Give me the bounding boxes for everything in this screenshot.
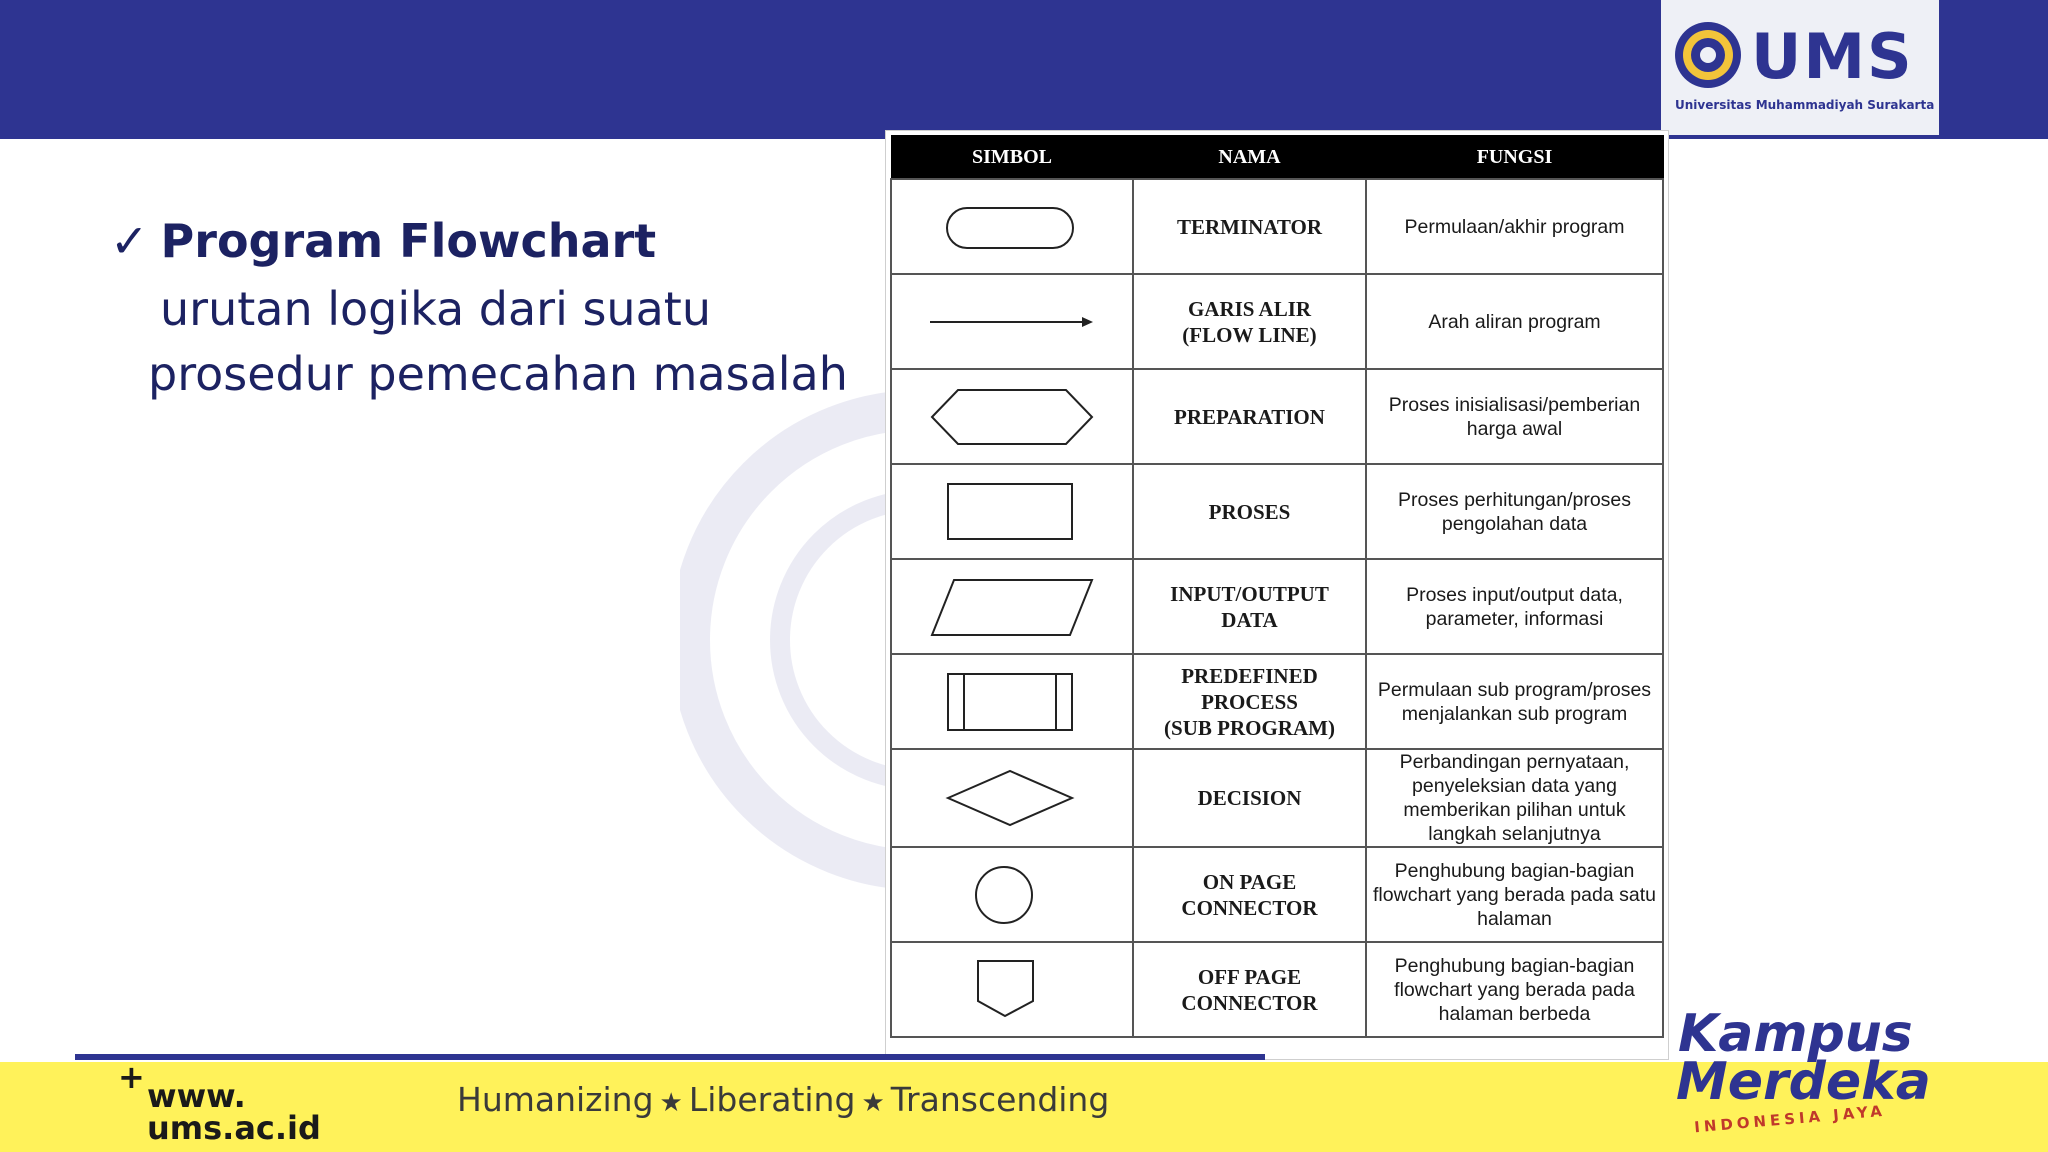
arrow-icon xyxy=(892,277,1132,367)
table-row xyxy=(891,464,1663,559)
tagline-liberating: Liberating xyxy=(688,1080,856,1119)
description-line-2: prosedur pemecahan masalah xyxy=(148,347,848,401)
symbol-cell xyxy=(891,654,1133,749)
nama-cell: TERMINATOR xyxy=(1133,179,1366,274)
table-row xyxy=(891,369,1663,464)
table-row xyxy=(891,179,1663,274)
nama-cell: PREDEFINED PROCESS (SUB PROGRAM) xyxy=(1133,654,1366,749)
fungsi-cell: Arah aliran program xyxy=(1366,274,1663,369)
symbol-cell xyxy=(891,559,1133,654)
predefined-process-icon xyxy=(892,657,1132,747)
symbol-cell xyxy=(891,464,1133,559)
ums-seal-icon xyxy=(1673,20,1743,90)
symbol-cell xyxy=(891,179,1133,274)
table-row xyxy=(891,654,1663,749)
diamond-icon xyxy=(892,753,1132,843)
symbol-cell xyxy=(891,369,1133,464)
plus-icon: + xyxy=(118,1058,145,1096)
rectangle-icon xyxy=(892,467,1132,557)
star-icon: ★ xyxy=(659,1088,683,1118)
table-row xyxy=(891,559,1663,654)
table-header-row xyxy=(891,136,1663,180)
nama-cell: OFF PAGE CONNECTOR xyxy=(1133,942,1366,1037)
fungsi-cell: Proses inisialisasi/pemberian harga awal xyxy=(1366,369,1663,464)
terminator-icon xyxy=(892,182,1132,272)
logo-text: UMS xyxy=(1751,20,1914,93)
column-header-fungsi: FUNGSI xyxy=(1366,136,1663,180)
table-row xyxy=(891,942,1663,1037)
symbol-cell xyxy=(891,847,1133,942)
tagline xyxy=(457,1080,1109,1119)
fungsi-cell: Perbandingan pernyataan, penyeleksian data yang memberikan pilihan untuk langkah selanjutnya xyxy=(1366,749,1663,847)
kampus-merdeka-logo[interactable] xyxy=(1676,1004,1931,1137)
check-icon: ✓ xyxy=(110,214,149,268)
table-row xyxy=(891,749,1663,847)
circle-icon xyxy=(892,850,1132,940)
description-line-1: urutan logika dari suatu xyxy=(160,282,711,336)
nama-cell: ON PAGE CONNECTOR xyxy=(1133,847,1366,942)
star-icon: ★ xyxy=(861,1088,885,1118)
heading-text: Program Flowchart xyxy=(160,214,657,268)
table-row xyxy=(891,274,1663,369)
km-line-2: Merdeka xyxy=(1676,1052,1931,1112)
nama-cell: PREPARATION xyxy=(1133,369,1366,464)
heading xyxy=(110,212,656,270)
km-line-3: INDONESIA JAYA xyxy=(1693,1101,1887,1137)
parallelogram-icon xyxy=(892,562,1132,652)
website-link[interactable]: www. ums.ac.id xyxy=(147,1077,321,1147)
fungsi-cell: Proses perhitungan/proses pengolahan data xyxy=(1366,464,1663,559)
fungsi-cell: Penghubung bagian-bagian flowchart yang berada pada satu halaman xyxy=(1366,847,1663,942)
tagline-humanizing: Humanizing xyxy=(457,1080,654,1119)
ums-logo[interactable] xyxy=(1661,0,1939,135)
nama-cell: GARIS ALIR (FLOW LINE) xyxy=(1133,274,1366,369)
symbol-cell xyxy=(891,942,1133,1037)
nama-cell: INPUT/OUTPUT DATA xyxy=(1133,559,1366,654)
nama-cell: PROSES xyxy=(1133,464,1366,559)
hexagon-icon xyxy=(892,372,1132,462)
km-line-1: Kampus xyxy=(1678,1004,1913,1064)
fungsi-cell: Penghubung bagian-bagian flowchart yang berada pada halaman berbeda xyxy=(1366,942,1663,1037)
fungsi-cell: Proses input/output data, parameter, informasi xyxy=(1366,559,1663,654)
symbol-cell xyxy=(891,274,1133,369)
fungsi-cell: Permulaan sub program/proses menjalankan sub program xyxy=(1366,654,1663,749)
nama-cell: DECISION xyxy=(1133,749,1366,847)
symbol-cell xyxy=(891,749,1133,847)
column-header-nama: NAMA xyxy=(1133,136,1366,180)
flowchart-symbol-table xyxy=(885,130,1669,1060)
off-page-connector-icon xyxy=(892,945,1132,1035)
tagline-transcending: Transcending xyxy=(890,1080,1110,1119)
fungsi-cell: Permulaan/akhir program xyxy=(1366,179,1663,274)
table-row xyxy=(891,847,1663,942)
logo-subtitle: Universitas Muhammadiyah Surakarta xyxy=(1675,98,1935,112)
column-header-simbol: SIMBOL xyxy=(891,136,1133,180)
footer-divider xyxy=(75,1054,1265,1060)
